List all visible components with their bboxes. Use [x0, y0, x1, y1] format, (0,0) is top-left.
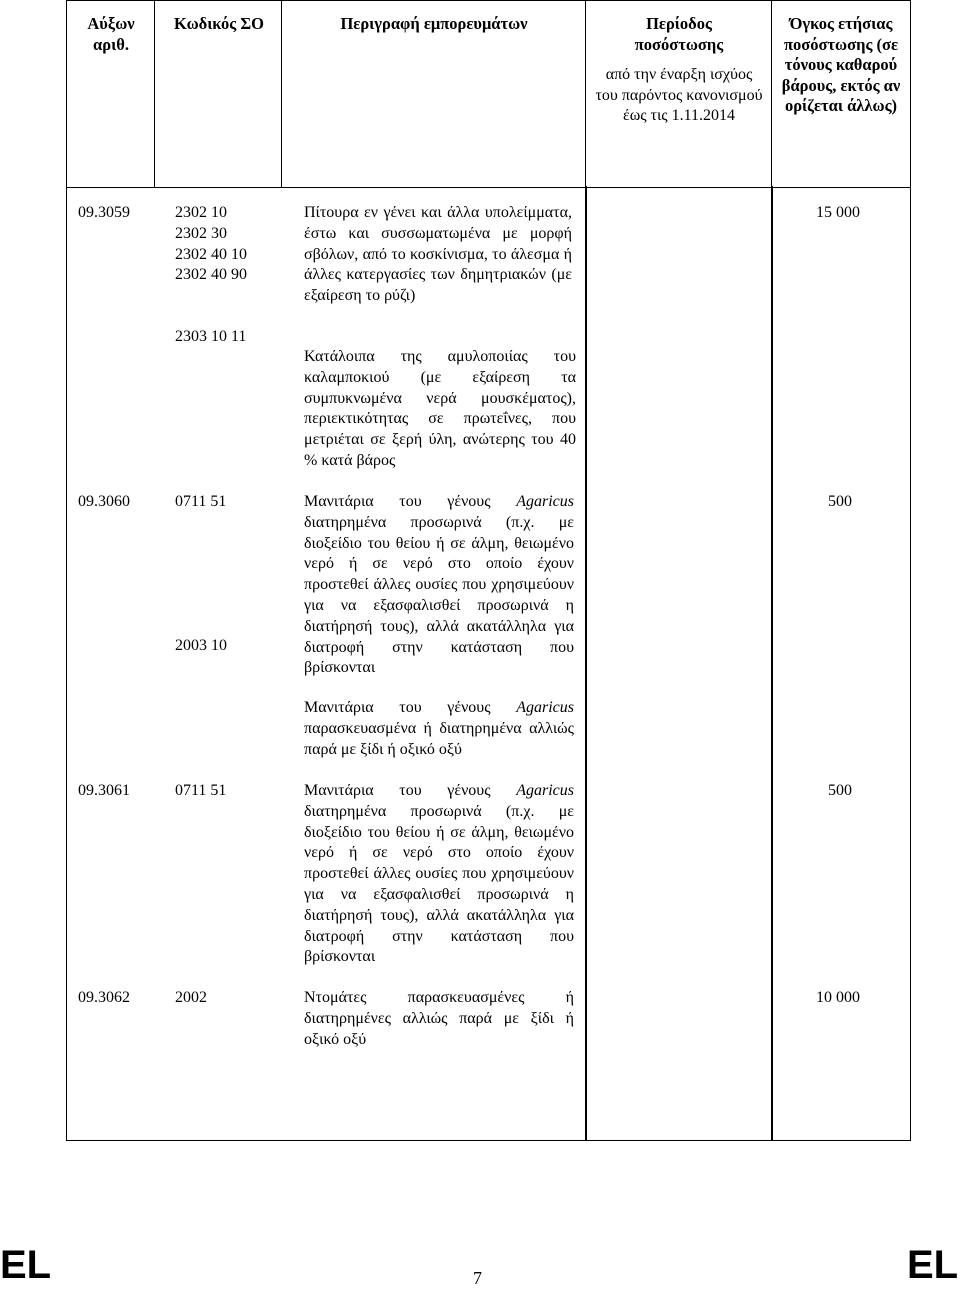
- row-serial: 09.3060: [78, 493, 130, 510]
- desc-text: διατηρημένα προσωρινά (π.χ. με διοξείδιο του θείου ή σε άλμη, θειωμένο νερό ή σε νερό στο οποίο έχουν προστεθεί άλλες ουσίες που χρησιμεύουν για να εξασφαλισθεί προσωρινά η διατήρησή τους), αλλά ακατάλληλα για διατροφή στην κατάσταση που βρίσκονται: [304, 802, 574, 966]
- row-volume: 500: [828, 493, 852, 510]
- row-description-a: [304, 781, 574, 968]
- header-volume-label: Όγκος ετήσιας ποσόστωσης (σε τόνους καθαρού βάρους, εκτός αν ορίζεται άλλως): [781, 14, 901, 115]
- row-volume: 15 000: [816, 204, 860, 221]
- desc-text: Μανιτάρια του γένους: [304, 493, 517, 510]
- desc-genus: Agaricus: [516, 782, 574, 799]
- row-serial: 09.3059: [78, 204, 130, 221]
- header-serial-label: Αύξων αριθ.: [87, 14, 135, 54]
- row-volume: 10 000: [816, 989, 860, 1006]
- header-period-subtitle: από την έναρξη ισχύος του παρόντος κανονισμού έως τις 1.11.2014: [595, 66, 763, 124]
- code-item: 2302 40 10: [175, 245, 247, 263]
- header-period-label: [591, 14, 767, 127]
- body-divider-description-right: [585, 186, 587, 1141]
- row-codes-group-a: [175, 203, 247, 286]
- code-item: 2302 40 90: [175, 266, 247, 284]
- code-item: 2302 10: [175, 204, 227, 221]
- row-description-a: [304, 492, 574, 679]
- code-item: 2302 30: [175, 224, 227, 242]
- desc-text: διατηρημένα προσωρινά (π.χ. με διοξείδιο του θείου ή σε άλμη, θειωμένο νερό ή σε νερό στο οποίο έχουν προστεθεί άλλες ουσίες που χρησιμεύουν για να εξασφαλισθεί προσωρινά η διατήρησή τους), αλλά ακατάλληλα για διατροφή στην κατάσταση που βρίσκονται: [304, 513, 574, 677]
- header-description-label: Περιγραφή εμπορευμάτων: [340, 14, 528, 33]
- row-codes-group-b: 2303 10 11: [175, 328, 247, 345]
- row-codes-group-a: 2002: [175, 989, 207, 1006]
- row-serial: 09.3062: [78, 989, 130, 1006]
- row-description-a: Πίτουρα εν γένει και άλλα υπολείμματα, έστω και συσσωματωμένα με μορφή σβόλων, από το κοσκίνισμα, το άλεσμα ή άλλες κατεργασίες των δημητριακών (με εξαίρεση το ρύζι): [304, 204, 572, 305]
- header-period-title: Περίοδος ποσόστωσης: [634, 14, 724, 54]
- language-tag-right: EL: [907, 1243, 959, 1287]
- row-description-b: Κατάλοιπα της αμυλοποιίας του καλαμποκιού (με εξαίρεση τα συμπυκνωμένα νερά μουσκέματος), περιεκτικότητας σε πρωτεΐνες, που μετριέται σε ξερή ύλη, ανώτερης του 40 % κατά βάρος: [304, 348, 576, 469]
- row-codes-group-a: 0711 51: [175, 493, 227, 510]
- row-codes-group-b: 2003 10: [175, 637, 227, 654]
- row-codes-group-a: 0711 51: [175, 782, 227, 799]
- header-code-label: Κωδικός ΣΟ: [174, 14, 264, 33]
- row-volume: 500: [828, 782, 852, 799]
- desc-genus: Agaricus: [516, 699, 574, 716]
- page-number: 7: [473, 1268, 482, 1288]
- language-tag-left: EL: [0, 1243, 52, 1287]
- desc-genus: Agaricus: [516, 493, 574, 510]
- row-serial: 09.3061: [78, 782, 130, 799]
- row-description-b: [304, 698, 574, 760]
- desc-text: Μανιτάρια του γένους: [304, 699, 517, 716]
- body-divider-period-right: [771, 186, 773, 1141]
- row-description-a: Ντομάτες παρασκευασμένες ή διατηρημένες αλλιώς παρά με ξίδι ή οξικό οξύ: [304, 989, 574, 1048]
- desc-text: παρασκευασμένα ή διατηρημένα αλλιώς παρά με ξίδι ή οξικό οξύ: [304, 719, 574, 758]
- desc-text: Μανιτάρια του γένους: [304, 782, 517, 799]
